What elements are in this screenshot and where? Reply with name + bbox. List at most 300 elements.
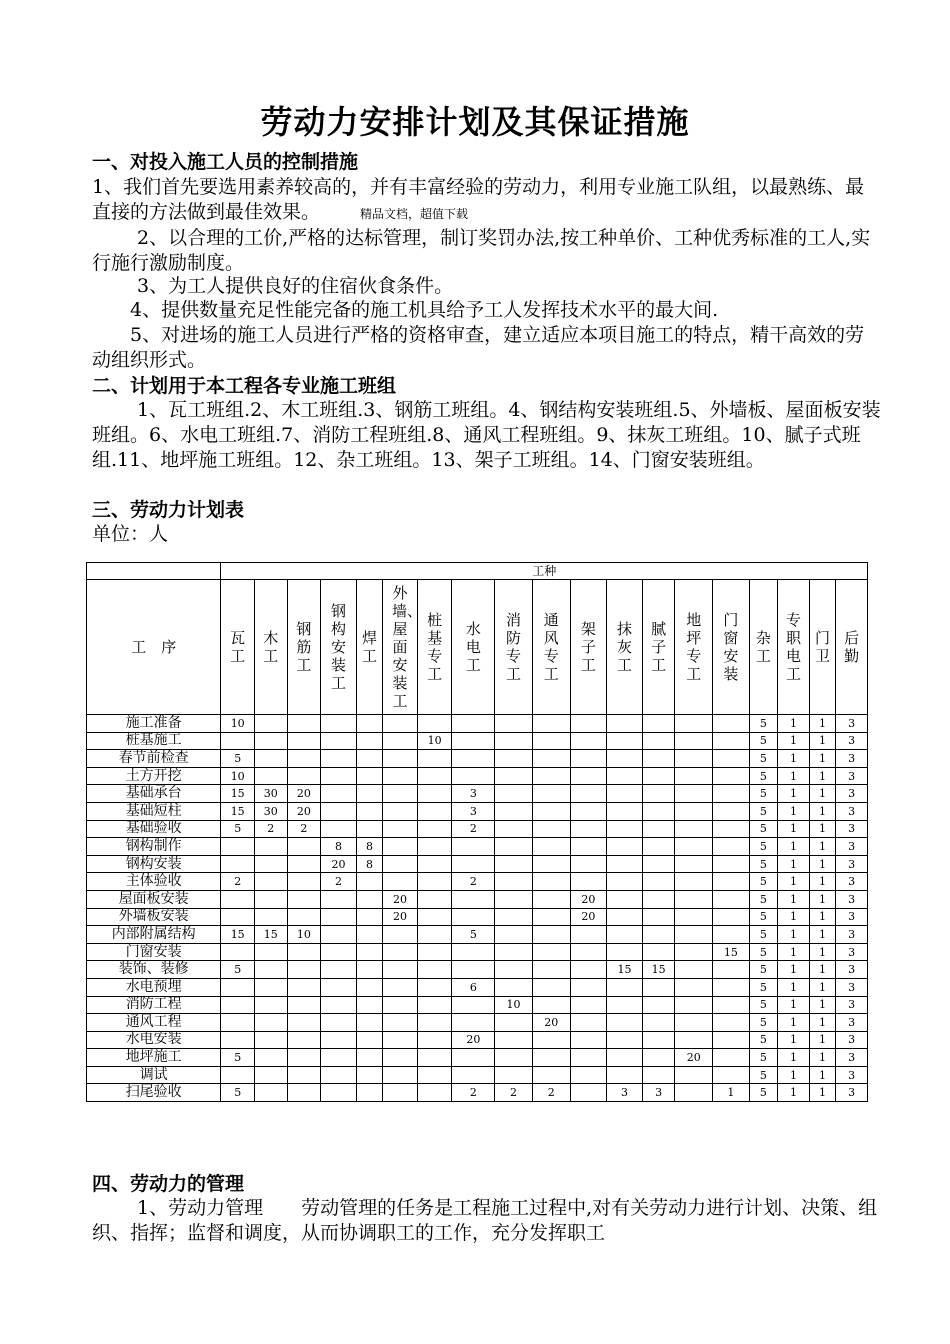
value-cell — [642, 820, 675, 838]
process-cell: 土方开挖 — [87, 767, 221, 785]
value-cell — [254, 1031, 287, 1049]
value-cell — [532, 1031, 570, 1049]
value-cell: 5 — [452, 926, 495, 944]
value-cell: 1 — [778, 1049, 810, 1067]
value-cell — [383, 1049, 418, 1067]
value-cell: 1 — [809, 978, 835, 996]
value-cell: 1 — [778, 890, 810, 908]
process-cell: 施工准备 — [87, 715, 221, 733]
table-row — [87, 820, 868, 838]
value-cell — [495, 908, 533, 926]
value-cell: 20 — [383, 908, 418, 926]
value-cell — [287, 908, 321, 926]
value-cell — [287, 1049, 321, 1067]
value-cell: 5 — [749, 732, 778, 750]
process-cell: 扫尾验收 — [87, 1084, 221, 1102]
value-cell: 2 — [452, 820, 495, 838]
table-row — [87, 785, 868, 803]
value-cell — [417, 978, 452, 996]
value-cell: 5 — [749, 873, 778, 891]
value-cell — [321, 961, 357, 979]
process-cell: 内部附属结构 — [87, 926, 221, 944]
value-cell — [321, 978, 357, 996]
value-cell — [356, 978, 382, 996]
trade-header-label: 瓦工 — [230, 629, 246, 665]
trade-header-label: 外墙、屋面安装工 — [392, 584, 423, 710]
value-cell — [570, 926, 607, 944]
value-cell — [321, 732, 357, 750]
value-cell: 20 — [321, 855, 357, 873]
value-cell — [356, 996, 382, 1014]
value-cell: 15 — [713, 943, 750, 961]
value-cell — [532, 732, 570, 750]
value-cell: 3 — [836, 978, 868, 996]
section-1-paragraph-4: 4、提供数量充足性能完备的施工机具给予工人发挥技术水平的最大间. — [130, 299, 719, 321]
trade-header-label: 门窗安装 — [723, 611, 739, 683]
value-cell: 1 — [809, 1066, 835, 1084]
value-cell — [383, 978, 418, 996]
value-cell — [570, 996, 607, 1014]
value-cell: 3 — [642, 1084, 675, 1102]
value-cell — [607, 943, 643, 961]
value-cell — [570, 785, 607, 803]
value-cell — [356, 908, 382, 926]
value-cell — [607, 715, 643, 733]
value-cell: 3 — [836, 855, 868, 873]
value-cell: 5 — [749, 802, 778, 820]
value-cell — [642, 785, 675, 803]
value-cell — [570, 820, 607, 838]
value-cell — [570, 978, 607, 996]
value-cell — [675, 820, 713, 838]
value-cell: 20 — [287, 802, 321, 820]
value-cell — [383, 732, 418, 750]
value-cell — [607, 732, 643, 750]
trade-header-label: 后勤 — [844, 629, 860, 665]
value-cell — [713, 767, 750, 785]
value-cell — [675, 855, 713, 873]
value-cell — [417, 715, 452, 733]
value-cell — [570, 855, 607, 873]
table-corner-cell — [87, 563, 221, 580]
value-cell — [532, 908, 570, 926]
value-cell: 3 — [836, 1014, 868, 1032]
value-cell — [383, 873, 418, 891]
value-cell: 1 — [809, 838, 835, 856]
process-cell: 水电安装 — [87, 1031, 221, 1049]
value-cell — [287, 855, 321, 873]
value-cell — [570, 961, 607, 979]
trade-header-cell — [452, 580, 495, 715]
table-row — [87, 996, 868, 1014]
value-cell: 8 — [356, 855, 382, 873]
value-cell: 1 — [809, 750, 835, 768]
section-1-paragraph-2: 2、以合理的工价,严格的达标管理，制订奖罚办法,按工种单价、工种优秀标准的工人,实行施行激励制度。 — [92, 227, 871, 274]
value-cell — [495, 961, 533, 979]
value-cell — [321, 1031, 357, 1049]
value-cell — [713, 838, 750, 856]
value-cell — [417, 1049, 452, 1067]
value-cell — [532, 855, 570, 873]
process-cell: 基础承台 — [87, 785, 221, 803]
trade-header-cell — [675, 580, 713, 715]
value-cell — [383, 802, 418, 820]
process-cell: 外墙板安装 — [87, 908, 221, 926]
value-cell — [675, 715, 713, 733]
value-cell — [321, 750, 357, 768]
value-cell: 8 — [321, 838, 357, 856]
value-cell — [417, 855, 452, 873]
value-cell: 3 — [836, 926, 868, 944]
value-cell: 3 — [836, 820, 868, 838]
value-cell — [452, 1014, 495, 1032]
value-cell — [713, 855, 750, 873]
value-cell — [383, 750, 418, 768]
value-cell — [287, 838, 321, 856]
value-cell — [642, 750, 675, 768]
value-cell: 3 — [836, 715, 868, 733]
section-1-paragraph-5: 5、对进场的施工人员进行严格的资格审查，建立适应本项目施工的特点，精干高效的劳动组织形式。 — [92, 324, 865, 371]
value-cell — [495, 838, 533, 856]
value-cell: 2 — [452, 1084, 495, 1102]
value-cell — [452, 732, 495, 750]
value-cell — [607, 838, 643, 856]
value-cell: 1 — [778, 978, 810, 996]
value-cell — [675, 926, 713, 944]
value-cell — [570, 750, 607, 768]
value-cell: 3 — [836, 732, 868, 750]
value-cell — [642, 732, 675, 750]
trade-header-cell — [713, 580, 750, 715]
value-cell — [495, 873, 533, 891]
value-cell — [675, 890, 713, 908]
value-cell — [254, 1084, 287, 1102]
value-cell: 1 — [778, 785, 810, 803]
table-row — [87, 1066, 868, 1084]
value-cell — [713, 1014, 750, 1032]
value-cell: 10 — [221, 715, 255, 733]
value-cell — [417, 750, 452, 768]
value-cell — [452, 715, 495, 733]
value-cell: 15 — [221, 802, 255, 820]
table-row — [87, 715, 868, 733]
value-cell: 5 — [749, 820, 778, 838]
value-cell: 1 — [809, 926, 835, 944]
value-cell: 5 — [221, 750, 255, 768]
value-cell — [452, 750, 495, 768]
value-cell: 5 — [749, 1084, 778, 1102]
value-cell — [287, 1031, 321, 1049]
value-cell — [221, 1066, 255, 1084]
table-row — [87, 838, 868, 856]
trade-header-label: 钢筋工 — [296, 620, 312, 674]
process-cell: 主体验收 — [87, 873, 221, 891]
value-cell — [356, 820, 382, 838]
value-cell — [713, 996, 750, 1014]
value-cell — [607, 978, 643, 996]
value-cell — [642, 978, 675, 996]
value-cell: 1 — [778, 926, 810, 944]
value-cell — [570, 767, 607, 785]
value-cell — [321, 926, 357, 944]
value-cell: 5 — [749, 996, 778, 1014]
value-cell — [642, 890, 675, 908]
value-cell — [254, 908, 287, 926]
trade-header-cell — [570, 580, 607, 715]
value-cell — [287, 996, 321, 1014]
value-cell — [287, 1084, 321, 1102]
value-cell — [532, 750, 570, 768]
section-1-paragraph-1: 1、我们首先要选用素养较高的，并有丰富经验的劳动力，利用专业施工队组，以最熟练、最直接的方法做到最佳效果。 精品文档，超值下载 — [92, 176, 865, 223]
value-cell: 20 — [675, 1049, 713, 1067]
value-cell: 5 — [749, 715, 778, 733]
value-cell — [383, 943, 418, 961]
value-cell: 20 — [570, 908, 607, 926]
value-cell: 30 — [254, 802, 287, 820]
value-cell — [713, 926, 750, 944]
value-cell: 5 — [749, 978, 778, 996]
value-cell — [383, 855, 418, 873]
value-cell — [495, 926, 533, 944]
labor-table-body — [87, 715, 868, 1102]
value-cell — [607, 1031, 643, 1049]
value-cell — [254, 978, 287, 996]
value-cell — [607, 1014, 643, 1032]
value-cell: 8 — [356, 838, 382, 856]
value-cell — [321, 996, 357, 1014]
value-cell: 3 — [452, 785, 495, 803]
value-cell — [532, 767, 570, 785]
value-cell — [356, 1084, 382, 1102]
value-cell — [675, 996, 713, 1014]
value-cell — [254, 943, 287, 961]
value-cell — [321, 1014, 357, 1032]
value-cell — [607, 1049, 643, 1067]
value-cell — [287, 1066, 321, 1084]
value-cell: 20 — [287, 785, 321, 803]
value-cell — [495, 785, 533, 803]
table-row — [87, 1084, 868, 1102]
value-cell — [642, 1014, 675, 1032]
value-cell — [452, 1066, 495, 1084]
value-cell — [287, 961, 321, 979]
value-cell: 1 — [778, 873, 810, 891]
value-cell — [417, 908, 452, 926]
value-cell: 10 — [495, 996, 533, 1014]
trade-header-label: 钢构安装工 — [330, 602, 346, 692]
value-cell: 1 — [778, 855, 810, 873]
trade-header-cell — [254, 580, 287, 715]
trade-header-label: 通风专工 — [543, 611, 559, 683]
value-cell: 3 — [836, 1066, 868, 1084]
value-cell — [532, 715, 570, 733]
section-1-heading: 一、对投入施工人员的控制措施 — [92, 151, 359, 173]
value-cell — [321, 802, 357, 820]
value-cell: 1 — [809, 1014, 835, 1032]
value-cell — [417, 926, 452, 944]
trade-header-cell — [778, 580, 810, 715]
value-cell — [713, 750, 750, 768]
value-cell — [287, 890, 321, 908]
value-cell: 15 — [254, 926, 287, 944]
value-cell — [221, 890, 255, 908]
watermark-text: 精品文档，超值下载 — [360, 207, 469, 221]
value-cell — [713, 1066, 750, 1084]
value-cell: 5 — [749, 890, 778, 908]
value-cell — [356, 943, 382, 961]
table-row — [87, 1031, 868, 1049]
value-cell — [495, 1031, 533, 1049]
section-4-paragraph-1: 1、劳动力管理 劳动管理的任务是工程施工过程中,对有关劳动力进行计划、决策、组织、指挥；监督和调度，从而协调职工的工作，充分发挥职工 — [92, 1197, 878, 1244]
value-cell: 3 — [836, 961, 868, 979]
value-cell — [356, 1049, 382, 1067]
value-cell — [532, 1049, 570, 1067]
value-cell — [607, 926, 643, 944]
value-cell — [254, 715, 287, 733]
value-cell — [452, 855, 495, 873]
value-cell — [642, 715, 675, 733]
value-cell — [607, 820, 643, 838]
value-cell — [417, 873, 452, 891]
value-cell — [642, 802, 675, 820]
value-cell: 1 — [713, 1084, 750, 1102]
value-cell: 5 — [221, 820, 255, 838]
value-cell: 1 — [778, 943, 810, 961]
value-cell — [570, 1084, 607, 1102]
value-cell — [675, 767, 713, 785]
trade-group-header: 工种 — [221, 563, 868, 580]
process-cell: 调试 — [87, 1066, 221, 1084]
value-cell — [417, 802, 452, 820]
value-cell — [532, 890, 570, 908]
value-cell: 1 — [809, 1084, 835, 1102]
process-cell: 基础验收 — [87, 820, 221, 838]
value-cell: 3 — [836, 785, 868, 803]
table-row — [87, 1049, 868, 1067]
section-2-paragraph-1: 1、瓦工班组.2、木工班组.3、钢筋工班组。4、钢结构安装班组.5、外墙板、屋面板安装班组。6、水电工班组.7、消防工程班组.8、通风工程班组。9、抹灰工班组。10、腻子式班组.11、地坪施工班组。12、杂工班组。13、架子工班组。14、门窗安装班组。 — [92, 399, 881, 471]
value-cell — [417, 1084, 452, 1102]
value-cell: 5 — [749, 1049, 778, 1067]
value-cell — [254, 750, 287, 768]
value-cell: 3 — [836, 1049, 868, 1067]
section-3-heading: 三、劳动力计划表 — [92, 499, 245, 521]
value-cell: 1 — [778, 961, 810, 979]
trade-header-cell — [642, 580, 675, 715]
value-cell — [321, 1049, 357, 1067]
value-cell — [321, 785, 357, 803]
value-cell — [532, 961, 570, 979]
trade-header-cell — [356, 580, 382, 715]
value-cell — [287, 978, 321, 996]
process-cell: 屋面板安装 — [87, 890, 221, 908]
value-cell — [570, 943, 607, 961]
value-cell — [642, 1066, 675, 1084]
value-cell: 2 — [321, 873, 357, 891]
value-cell — [383, 785, 418, 803]
value-cell — [417, 943, 452, 961]
process-cell: 装饰、装修 — [87, 961, 221, 979]
process-cell: 消防工程 — [87, 996, 221, 1014]
section-4-heading: 四、劳动力的管理 — [92, 1173, 245, 1195]
value-cell: 2 — [495, 1084, 533, 1102]
value-cell — [383, 926, 418, 944]
value-cell — [495, 943, 533, 961]
value-cell — [287, 715, 321, 733]
value-cell — [675, 732, 713, 750]
value-cell: 1 — [778, 750, 810, 768]
value-cell: 5 — [749, 926, 778, 944]
value-cell — [356, 1014, 382, 1032]
value-cell: 1 — [778, 1084, 810, 1102]
value-cell — [675, 1066, 713, 1084]
value-cell — [254, 838, 287, 856]
value-cell — [532, 943, 570, 961]
table-row — [87, 732, 868, 750]
value-cell — [495, 750, 533, 768]
value-cell — [356, 785, 382, 803]
process-cell: 门窗安装 — [87, 943, 221, 961]
value-cell — [383, 1066, 418, 1084]
value-cell — [532, 926, 570, 944]
value-cell — [713, 802, 750, 820]
value-cell — [356, 1031, 382, 1049]
value-cell — [642, 767, 675, 785]
value-cell — [532, 785, 570, 803]
value-cell — [321, 1066, 357, 1084]
value-cell: 3 — [836, 838, 868, 856]
value-cell — [675, 978, 713, 996]
value-cell: 5 — [221, 1049, 255, 1067]
value-cell — [321, 1084, 357, 1102]
value-cell — [356, 890, 382, 908]
value-cell — [221, 732, 255, 750]
table-row — [87, 750, 868, 768]
value-cell: 2 — [532, 1084, 570, 1102]
value-cell — [383, 996, 418, 1014]
value-cell — [607, 996, 643, 1014]
value-cell — [452, 767, 495, 785]
trade-header-label: 消防专工 — [506, 611, 522, 683]
value-cell — [675, 961, 713, 979]
value-cell — [417, 1014, 452, 1032]
value-cell: 3 — [836, 767, 868, 785]
value-cell — [532, 873, 570, 891]
value-cell — [383, 961, 418, 979]
value-cell: 5 — [221, 1084, 255, 1102]
value-cell — [532, 820, 570, 838]
value-cell: 1 — [809, 996, 835, 1014]
value-cell: 30 — [254, 785, 287, 803]
value-cell — [254, 890, 287, 908]
unit-label: 单位：人 — [92, 523, 169, 545]
table-row — [87, 802, 868, 820]
value-cell — [452, 943, 495, 961]
value-cell — [452, 908, 495, 926]
value-cell — [495, 1014, 533, 1032]
value-cell: 3 — [836, 750, 868, 768]
value-cell: 15 — [642, 961, 675, 979]
trade-header-label: 桩基专工 — [427, 611, 443, 683]
value-cell — [417, 996, 452, 1014]
value-cell: 1 — [809, 1031, 835, 1049]
value-cell — [675, 908, 713, 926]
trade-header-cell — [221, 580, 255, 715]
value-cell — [642, 926, 675, 944]
table-row — [87, 943, 868, 961]
value-cell: 1 — [809, 732, 835, 750]
value-cell — [532, 1066, 570, 1084]
value-cell — [452, 961, 495, 979]
